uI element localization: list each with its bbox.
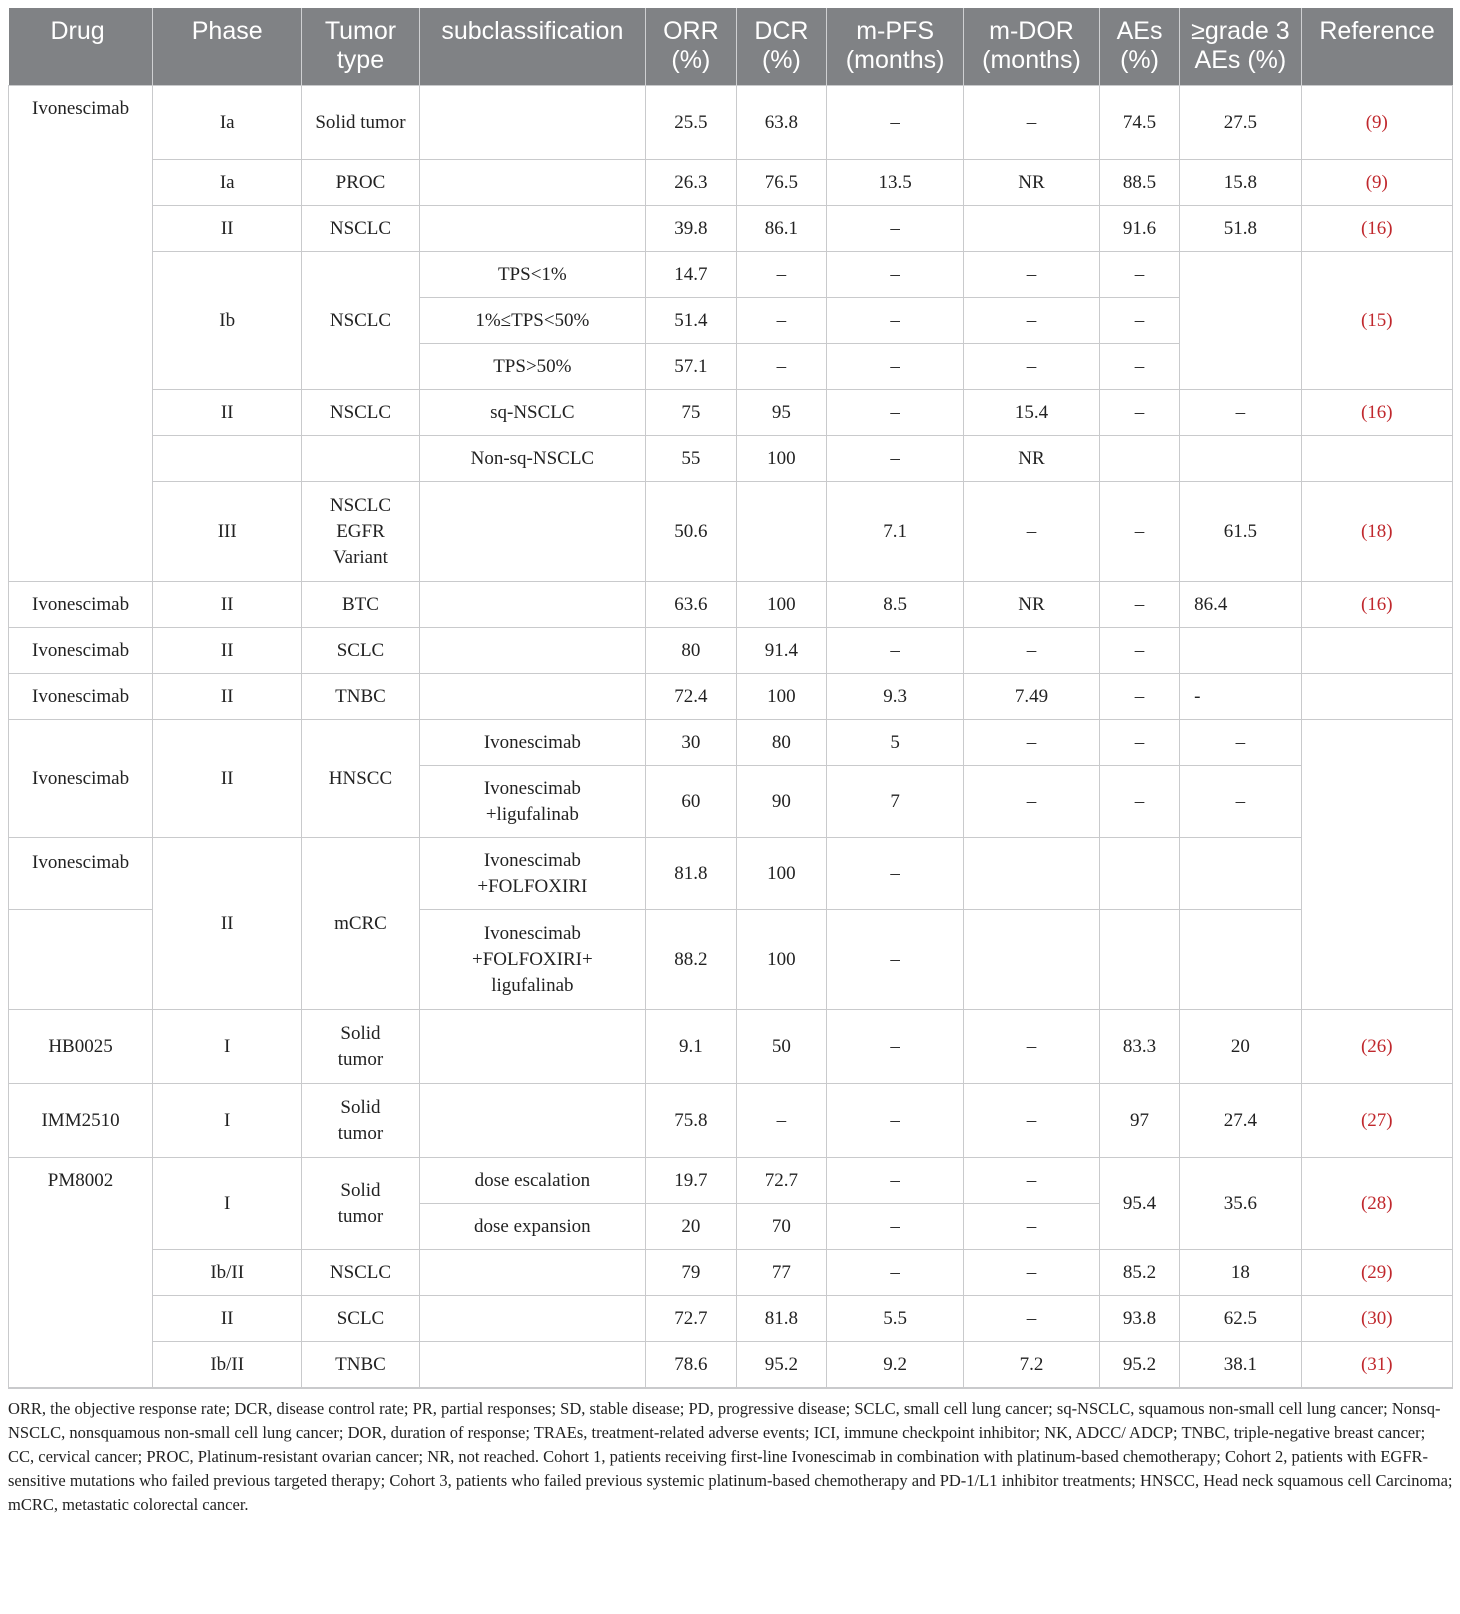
table-page xyxy=(8,8,1453,1517)
cell-ref: (15) xyxy=(1301,252,1452,390)
cell-pfs: 8.5 xyxy=(827,582,964,628)
cell-dor: – xyxy=(964,628,1100,674)
cell-phase: Ib/II xyxy=(153,1342,302,1388)
header-grade3-aes: ≥grade 3 AEs (%) xyxy=(1180,8,1301,86)
cell-sub xyxy=(419,674,645,720)
cell-pfs: – xyxy=(827,298,964,344)
cell-dor xyxy=(964,838,1100,910)
cell-orr: 75.8 xyxy=(646,1084,737,1158)
cell-sub xyxy=(419,628,645,674)
cell-tumor: HNSCC xyxy=(302,720,419,838)
cell-tumor: Solid tumor xyxy=(302,86,419,160)
cell-aes: 88.5 xyxy=(1099,160,1179,206)
cell-dor: 7.2 xyxy=(964,1342,1100,1388)
cell-dor: 15.4 xyxy=(964,390,1100,436)
header-row xyxy=(9,8,1453,86)
cell-ref: (16) xyxy=(1301,206,1452,252)
cell-sub: dose expansion xyxy=(419,1204,645,1250)
ref-link[interactable]: 27 xyxy=(1367,1109,1387,1131)
cell-dor xyxy=(964,910,1100,1010)
ref-link[interactable]: 16 xyxy=(1367,401,1387,423)
cell-dor: – xyxy=(964,86,1100,160)
cell-pfs: 13.5 xyxy=(827,160,964,206)
cell-orr: 50.6 xyxy=(646,482,737,582)
cell-tumor: NSCLC xyxy=(302,252,419,390)
header-drug: Drug xyxy=(9,8,153,86)
cell-ref: (27) xyxy=(1301,1084,1452,1158)
cell-sub: Ivonescimab +ligufalinab xyxy=(419,766,645,838)
cell-dcr: 100 xyxy=(736,838,827,910)
cell-aes: – xyxy=(1099,344,1179,390)
table-row xyxy=(9,1158,1453,1204)
cell-pfs: 7 xyxy=(827,766,964,838)
cell-orr: 80 xyxy=(646,628,737,674)
table-row xyxy=(9,1010,1453,1084)
cell-phase: II xyxy=(153,628,302,674)
cell-ref: (26) xyxy=(1301,1010,1452,1084)
table-row xyxy=(9,206,1453,252)
cell-dor: NR xyxy=(964,582,1100,628)
cell-aes: – xyxy=(1099,482,1179,582)
cell-sub xyxy=(419,160,645,206)
header-aes: AEs (%) xyxy=(1099,8,1179,86)
cell-phase: I xyxy=(153,1010,302,1084)
cell-ref: (18) xyxy=(1301,482,1452,582)
cell-dcr: 100 xyxy=(736,582,827,628)
cell-dor: – xyxy=(964,720,1100,766)
cell-orr: 72.4 xyxy=(646,674,737,720)
cell-dcr: 100 xyxy=(736,674,827,720)
cell-sub: 1%≤TPS<50% xyxy=(419,298,645,344)
table-row xyxy=(9,1342,1453,1388)
trial-results-table xyxy=(8,8,1453,1388)
cell-tumor: SCLC xyxy=(302,1296,419,1342)
cell-drug: IMM2510 xyxy=(9,1084,153,1158)
cell-g3: 27.4 xyxy=(1180,1084,1301,1158)
cell-tumor: NSCLC EGFR Variant xyxy=(302,482,419,582)
cell-sub: Non-sq-NSCLC xyxy=(419,436,645,482)
table-row xyxy=(9,390,1453,436)
table-row xyxy=(9,252,1453,298)
ref-link[interactable]: 9 xyxy=(1372,111,1382,133)
cell-dcr: 91.4 xyxy=(736,628,827,674)
cell-tumor xyxy=(302,436,419,482)
cell-ref: (9) xyxy=(1301,86,1452,160)
cell-g3: 51.8 xyxy=(1180,206,1301,252)
cell-dor: – xyxy=(964,766,1100,838)
cell-aes: 93.8 xyxy=(1099,1296,1179,1342)
header-mpfs: m-PFS (months) xyxy=(827,8,964,86)
cell-pfs: – xyxy=(827,628,964,674)
cell-g3: 15.8 xyxy=(1180,160,1301,206)
cell-pfs: – xyxy=(827,838,964,910)
cell-aes xyxy=(1099,436,1179,482)
cell-dor: – xyxy=(964,482,1100,582)
cell-tumor: PROC xyxy=(302,160,419,206)
cell-g3 xyxy=(1180,910,1301,1010)
table-row xyxy=(9,1084,1453,1158)
cell-aes: 74.5 xyxy=(1099,86,1179,160)
cell-pfs: 9.2 xyxy=(827,1342,964,1388)
cell-orr: 25.5 xyxy=(646,86,737,160)
cell-aes: – xyxy=(1099,252,1179,298)
cell-dor: – xyxy=(964,1010,1100,1084)
cell-orr: 79 xyxy=(646,1250,737,1296)
cell-sub: Ivonescimab xyxy=(419,720,645,766)
cell-aes: 95.2 xyxy=(1099,1342,1179,1388)
table-row xyxy=(9,628,1453,674)
cell-dcr: 63.8 xyxy=(736,86,827,160)
cell-g3: – xyxy=(1180,766,1301,838)
cell-drug: Ivonescimab xyxy=(9,674,153,720)
cell-phase: II xyxy=(153,674,302,720)
cell-dcr: 50 xyxy=(736,1010,827,1084)
cell-drug xyxy=(9,910,153,1010)
cell-tumor: NSCLC xyxy=(302,206,419,252)
cell-sub: Ivonescimab +FOLFOXIRI+ ligufalinab xyxy=(419,910,645,1010)
table-row xyxy=(9,160,1453,206)
table-row xyxy=(9,674,1453,720)
cell-dcr: – xyxy=(736,298,827,344)
table-row xyxy=(9,1296,1453,1342)
cell-ref: (9) xyxy=(1301,160,1452,206)
cell-sub xyxy=(419,1342,645,1388)
cell-tumor: mCRC xyxy=(302,838,419,1010)
cell-drug: Ivonescimab xyxy=(9,86,153,582)
cell-dcr: – xyxy=(736,1084,827,1158)
cell-g3: 86.4 xyxy=(1180,582,1301,628)
cell-dcr xyxy=(736,482,827,582)
cell-dor: – xyxy=(964,1250,1100,1296)
cell-phase: II xyxy=(153,582,302,628)
cell-aes: 85.2 xyxy=(1099,1250,1179,1296)
cell-dcr: 80 xyxy=(736,720,827,766)
cell-phase: Ia xyxy=(153,86,302,160)
cell-orr: 51.4 xyxy=(646,298,737,344)
cell-orr: 30 xyxy=(646,720,737,766)
cell-dcr: 100 xyxy=(736,436,827,482)
cell-orr: 78.6 xyxy=(646,1342,737,1388)
cell-dcr: – xyxy=(736,252,827,298)
cell-g3: – xyxy=(1180,390,1301,436)
cell-aes: – xyxy=(1099,390,1179,436)
cell-phase xyxy=(153,436,302,482)
cell-aes: – xyxy=(1099,674,1179,720)
cell-sub: dose escalation xyxy=(419,1158,645,1204)
header-reference: Reference xyxy=(1301,8,1452,86)
cell-ref: (31) xyxy=(1301,1342,1452,1388)
cell-phase: I xyxy=(153,1158,302,1250)
cell-g3 xyxy=(1180,628,1301,674)
cell-phase: Ib/II xyxy=(153,1250,302,1296)
cell-dor xyxy=(964,206,1100,252)
cell-orr: 20 xyxy=(646,1204,737,1250)
cell-orr: 26.3 xyxy=(646,160,737,206)
ref-link[interactable]: 30 xyxy=(1367,1307,1387,1329)
cell-drug: Ivonescimab xyxy=(9,582,153,628)
cell-pfs: – xyxy=(827,910,964,1010)
cell-g3: – xyxy=(1180,720,1301,766)
cell-phase: II xyxy=(153,720,302,838)
cell-dor: – xyxy=(964,1084,1100,1158)
cell-dcr: – xyxy=(736,344,827,390)
header-orr: ORR (%) xyxy=(646,8,737,86)
ref-link[interactable]: 29 xyxy=(1367,1261,1387,1283)
cell-tumor: Solid tumor xyxy=(302,1010,419,1084)
cell-drug: HB0025 xyxy=(9,1010,153,1084)
cell-aes: – xyxy=(1099,298,1179,344)
cell-ref xyxy=(1301,720,1452,1010)
cell-pfs: 5.5 xyxy=(827,1296,964,1342)
ref-link[interactable]: 16 xyxy=(1367,593,1387,615)
cell-dcr: 77 xyxy=(736,1250,827,1296)
cell-pfs: – xyxy=(827,1204,964,1250)
cell-pfs: – xyxy=(827,206,964,252)
cell-orr: 57.1 xyxy=(646,344,737,390)
cell-tumor: Solid tumor xyxy=(302,1158,419,1250)
cell-tumor: TNBC xyxy=(302,1342,419,1388)
cell-orr: 14.7 xyxy=(646,252,737,298)
cell-sub xyxy=(419,582,645,628)
cell-g3 xyxy=(1180,252,1301,390)
cell-orr: 88.2 xyxy=(646,910,737,1010)
cell-pfs: – xyxy=(827,390,964,436)
cell-orr: 55 xyxy=(646,436,737,482)
cell-dcr: 76.5 xyxy=(736,160,827,206)
table-row xyxy=(9,436,1453,482)
cell-g3: 18 xyxy=(1180,1250,1301,1296)
cell-dor: NR xyxy=(964,160,1100,206)
cell-aes: 95.4 xyxy=(1099,1158,1179,1250)
cell-g3: 61.5 xyxy=(1180,482,1301,582)
cell-pfs: – xyxy=(827,1250,964,1296)
ref-link[interactable]: 26 xyxy=(1367,1035,1387,1057)
cell-dcr: 70 xyxy=(736,1204,827,1250)
cell-dor: 7.49 xyxy=(964,674,1100,720)
cell-dor: NR xyxy=(964,436,1100,482)
cell-aes: – xyxy=(1099,720,1179,766)
table-row xyxy=(9,86,1453,160)
cell-dor: – xyxy=(964,344,1100,390)
cell-sub: TPS>50% xyxy=(419,344,645,390)
cell-g3: - xyxy=(1180,674,1301,720)
cell-dcr: 86.1 xyxy=(736,206,827,252)
cell-tumor: TNBC xyxy=(302,674,419,720)
cell-phase: Ib xyxy=(153,252,302,390)
cell-phase: Ia xyxy=(153,160,302,206)
cell-phase: III xyxy=(153,482,302,582)
table-row xyxy=(9,482,1453,582)
cell-g3: 20 xyxy=(1180,1010,1301,1084)
cell-ref: (16) xyxy=(1301,582,1452,628)
cell-phase: I xyxy=(153,1084,302,1158)
cell-sub xyxy=(419,482,645,582)
cell-pfs: – xyxy=(827,252,964,298)
cell-ref xyxy=(1301,628,1452,674)
cell-drug: Ivonescimab xyxy=(9,720,153,838)
cell-dcr: 81.8 xyxy=(736,1296,827,1342)
cell-g3: 38.1 xyxy=(1180,1342,1301,1388)
cell-tumor: NSCLC xyxy=(302,390,419,436)
cell-orr: 60 xyxy=(646,766,737,838)
cell-orr: 39.8 xyxy=(646,206,737,252)
cell-orr: 63.6 xyxy=(646,582,737,628)
ref-link[interactable]: 15 xyxy=(1367,309,1387,331)
cell-tumor: Solid tumor xyxy=(302,1084,419,1158)
cell-ref: (28) xyxy=(1301,1158,1452,1250)
cell-pfs: – xyxy=(827,1158,964,1204)
cell-pfs: 5 xyxy=(827,720,964,766)
cell-dor: – xyxy=(964,1158,1100,1204)
cell-aes: 97 xyxy=(1099,1084,1179,1158)
cell-orr: 72.7 xyxy=(646,1296,737,1342)
cell-orr: 19.7 xyxy=(646,1158,737,1204)
cell-sub xyxy=(419,1296,645,1342)
table-row xyxy=(9,838,1453,910)
cell-g3: 62.5 xyxy=(1180,1296,1301,1342)
cell-g3 xyxy=(1180,436,1301,482)
header-mdor: m-DOR (months) xyxy=(964,8,1100,86)
cell-aes: – xyxy=(1099,766,1179,838)
cell-dor: – xyxy=(964,1204,1100,1250)
cell-aes xyxy=(1099,910,1179,1010)
header-tumor-type: Tumor type xyxy=(302,8,419,86)
header-dcr: DCR (%) xyxy=(736,8,827,86)
cell-phase: II xyxy=(153,1296,302,1342)
header-phase: Phase xyxy=(153,8,302,86)
cell-g3: 27.5 xyxy=(1180,86,1301,160)
cell-dor: – xyxy=(964,1296,1100,1342)
cell-tumor: BTC xyxy=(302,582,419,628)
cell-ref xyxy=(1301,674,1452,720)
cell-phase: II xyxy=(153,206,302,252)
table-row xyxy=(9,1250,1453,1296)
cell-orr: 9.1 xyxy=(646,1010,737,1084)
cell-g3: 35.6 xyxy=(1180,1158,1301,1250)
ref-link[interactable]: 9 xyxy=(1372,171,1382,193)
cell-ref: (29) xyxy=(1301,1250,1452,1296)
table-footnote: ORR, the objective response rate; DCR, disease control rate; PR, partial responses; SD, stable disease; PD, progressive disease; SCLC, small cell lung cancer; sq-NSCLC, squamous non-small cell lung cancer; Nonsq-NSCLC, nonsquamous non-small cell lung cancer; DOR, duration of response; TRAEs, treatment-related adverse events; ICI, immune checkpoint inhibitor; NK, ADCC/ ADCP; TNBC, triple-negative breast cancer; CC, cervical cancer; PROC, Platinum-resistant ovarian cancer; NR, not reached. Cohort 1, patients receiving first-line Ivonescimab in combination with platinum-based chemotherapy; Cohort 2, patients with EGFR-sensitive mutations who failed previous targeted therapy; Cohort 3, patients who failed previous systemic platinum-based chemotherapy and PD-1/L1 inhibitor treatments; HNSCC, Head neck squamous cell Carcinoma; mCRC, metastatic colorectal cancer. xyxy=(8,1388,1453,1517)
cell-ref xyxy=(1301,436,1452,482)
cell-aes: 83.3 xyxy=(1099,1010,1179,1084)
cell-dor: – xyxy=(964,252,1100,298)
cell-orr: 81.8 xyxy=(646,838,737,910)
cell-sub: Ivonescimab +FOLFOXIRI xyxy=(419,838,645,910)
header-subclassification: subclassification xyxy=(419,8,645,86)
cell-pfs: 7.1 xyxy=(827,482,964,582)
cell-drug: PM8002 xyxy=(9,1158,153,1388)
table-row xyxy=(9,582,1453,628)
cell-dcr: 95.2 xyxy=(736,1342,827,1388)
cell-pfs: 9.3 xyxy=(827,674,964,720)
cell-ref: (30) xyxy=(1301,1296,1452,1342)
cell-sub xyxy=(419,1250,645,1296)
cell-sub xyxy=(419,1010,645,1084)
cell-dcr: 72.7 xyxy=(736,1158,827,1204)
cell-sub: sq-NSCLC xyxy=(419,390,645,436)
cell-orr: 75 xyxy=(646,390,737,436)
cell-pfs: – xyxy=(827,436,964,482)
cell-sub xyxy=(419,206,645,252)
cell-dcr: 90 xyxy=(736,766,827,838)
cell-pfs: – xyxy=(827,344,964,390)
cell-drug: Ivonescimab xyxy=(9,628,153,674)
cell-aes: 91.6 xyxy=(1099,206,1179,252)
cell-phase: II xyxy=(153,390,302,436)
cell-tumor: NSCLC xyxy=(302,1250,419,1296)
cell-aes: – xyxy=(1099,628,1179,674)
ref-link[interactable]: 28 xyxy=(1367,1192,1387,1214)
cell-dor: – xyxy=(964,298,1100,344)
cell-aes: – xyxy=(1099,582,1179,628)
cell-pfs: – xyxy=(827,1084,964,1158)
cell-sub xyxy=(419,1084,645,1158)
cell-phase: II xyxy=(153,838,302,1010)
cell-g3 xyxy=(1180,838,1301,910)
cell-ref: (16) xyxy=(1301,390,1452,436)
cell-pfs: – xyxy=(827,1010,964,1084)
cell-pfs: – xyxy=(827,86,964,160)
ref-link[interactable]: 18 xyxy=(1367,520,1387,542)
cell-drug: Ivonescimab xyxy=(9,838,153,910)
ref-link[interactable]: 31 xyxy=(1367,1353,1387,1375)
cell-aes xyxy=(1099,838,1179,910)
ref-link[interactable]: 16 xyxy=(1367,217,1387,239)
cell-tumor: SCLC xyxy=(302,628,419,674)
cell-sub: TPS<1% xyxy=(419,252,645,298)
table-row xyxy=(9,720,1453,766)
cell-dcr: 100 xyxy=(736,910,827,1010)
cell-sub xyxy=(419,86,645,160)
cell-dcr: 95 xyxy=(736,390,827,436)
